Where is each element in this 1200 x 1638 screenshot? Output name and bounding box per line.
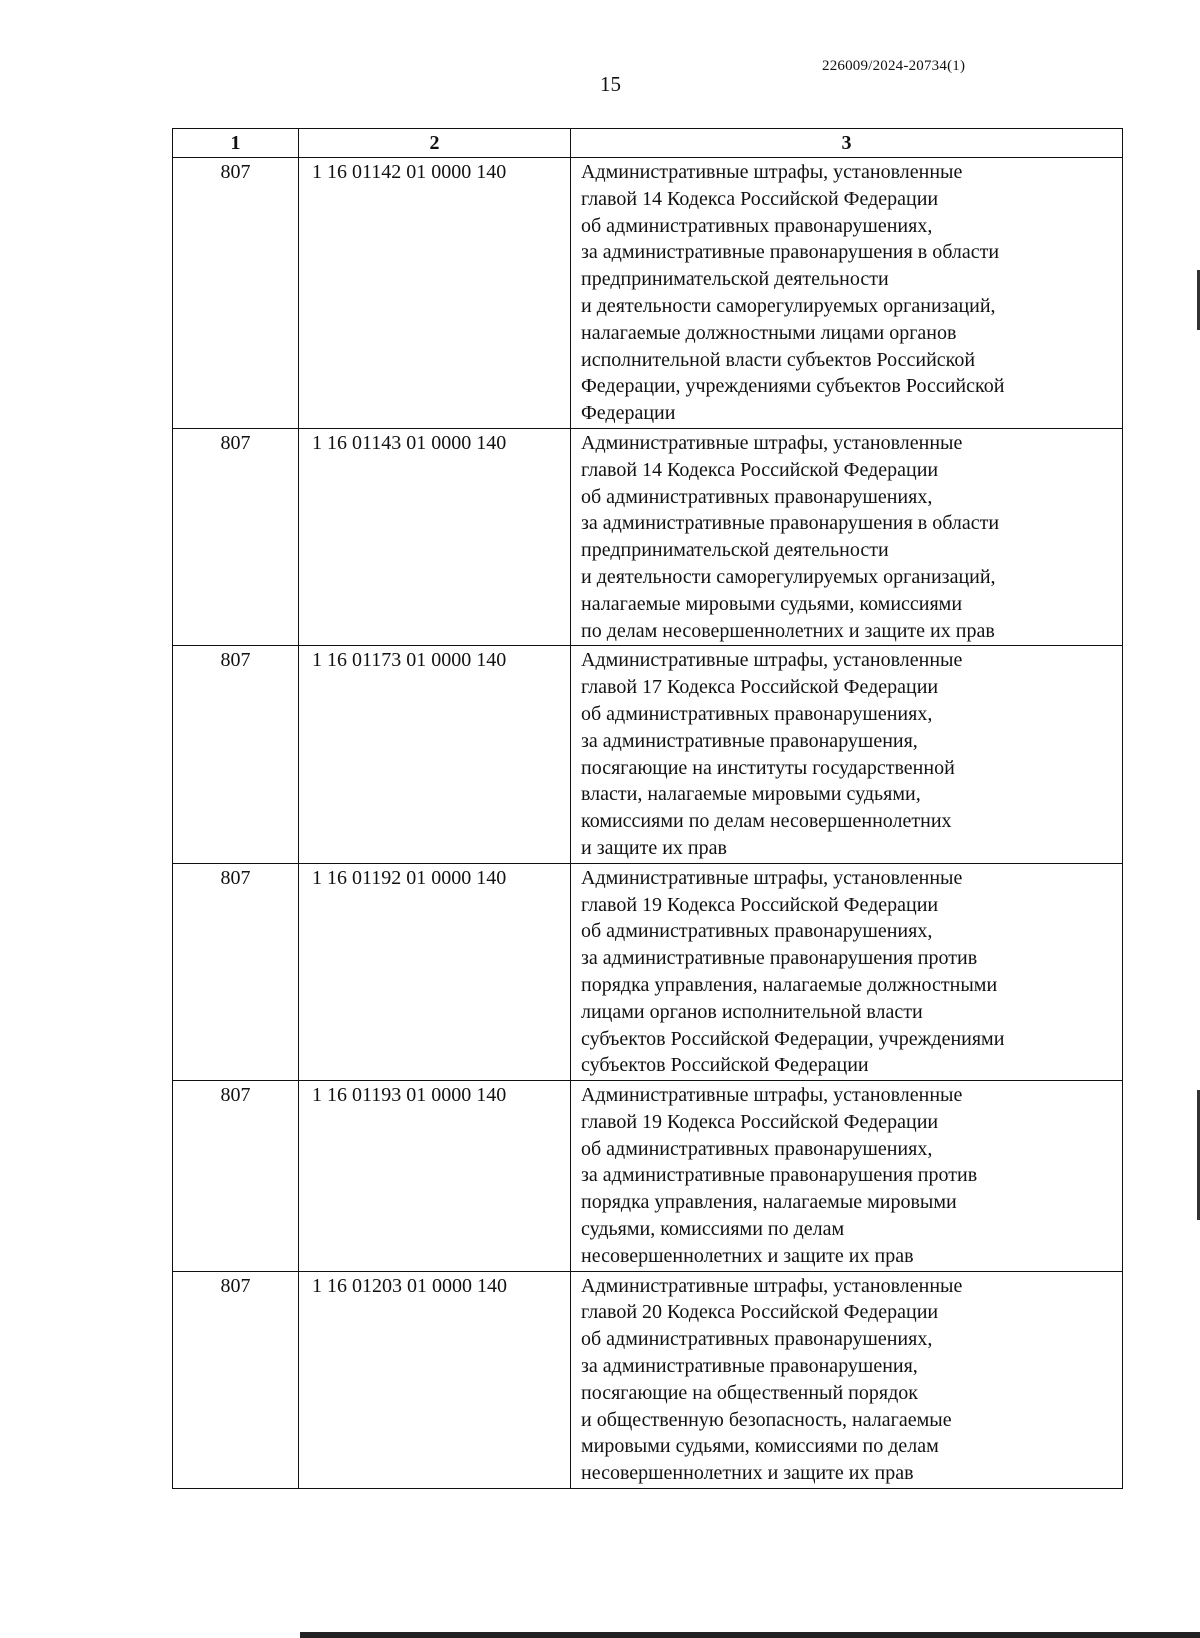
description-line: главой 19 Кодекса Российской Федерации [581,893,939,916]
document-id: 226009/2024-20734(1) [822,58,966,74]
description-line: об административных правонарушениях, [581,214,933,237]
revenue-codes-table [172,128,1123,1489]
kbk-code-cell: 1 16 01193 01 0000 140 [299,1081,571,1272]
kbk-code-cell: 1 16 01203 01 0000 140 [299,1271,571,1488]
description-line: налагаемые мировыми судьями, комиссиями [581,592,963,615]
description-line: судьями, комиссиями по делам [581,1218,845,1241]
admin-code-cell: 807 [173,1081,299,1272]
kbk-code-cell: 1 16 01173 01 0000 140 [299,646,571,863]
table-row [173,1271,1123,1488]
description-line: предпринимательской деятельности [581,539,889,562]
description-cell [571,646,1123,863]
description-line: главой 17 Кодекса Российской Федерации [581,676,939,699]
description-line: несовершеннолетних и защите их прав [581,1462,914,1485]
description-line: Административные штрафы, установленные [581,649,963,672]
description-line: Административные штрафы, установленные [581,1084,963,1107]
description-line: за административные правонарушения против [581,947,978,970]
admin-code-cell: 807 [173,863,299,1080]
table-row [173,863,1123,1080]
description-line: субъектов Российской Федерации [581,1054,869,1077]
description-line: главой 14 Кодекса Российской Федерации [581,458,939,481]
description-line: и деятельности саморегулируемых организаций, [581,565,996,588]
description-cell [571,863,1123,1080]
description-line: посягающие на институты государственной [581,756,955,779]
table-header [173,129,1123,158]
description-line: лицами органов исполнительной власти [581,1000,923,1023]
description-line: предпринимательской деятельности [581,268,889,291]
description-line: Федерации, учреждениями субъектов Российской [581,375,1005,398]
description-line: налагаемые должностными лицами органов [581,321,957,344]
admin-code-cell: 807 [173,428,299,645]
description-line: Административные штрафы, установленные [581,161,963,183]
description-line: Административные штрафы, установленные [581,1274,963,1297]
description-line: главой 14 Кодекса Российской Федерации [581,187,939,210]
table-row [173,646,1123,863]
description-line: власти, налагаемые мировыми судьями, [581,783,921,806]
description-line: об административных правонарушениях, [581,702,933,725]
description-line: об административных правонарушениях, [581,485,933,508]
description-cell [571,1271,1123,1488]
kbk-code-cell: 1 16 01192 01 0000 140 [299,863,571,1080]
description-line: несовершеннолетних и защите их прав [581,1244,914,1267]
description-line: об административных правонарушениях, [581,1328,933,1351]
column-header-2: 2 [299,129,571,158]
description-line: комиссиями по делам несовершеннолетних [581,810,952,833]
table-body [173,158,1123,1489]
description-line: по делам несовершеннолетних и защите их прав [581,619,995,642]
description-line: главой 19 Кодекса Российской Федерации [581,1110,939,1133]
description-line: об административных правонарушениях, [581,920,933,943]
description-line: посягающие на общественный порядок [581,1381,918,1404]
table-row [173,158,1123,429]
column-header-3: 3 [571,129,1123,158]
description-line: порядка управления, налагаемые мировыми [581,1191,957,1214]
description-line: и деятельности саморегулируемых организаций, [581,294,996,317]
description-line: субъектов Российской Федерации, учреждениями [581,1027,1005,1050]
description-line: за административные правонарушения, [581,729,918,752]
admin-code-cell: 807 [173,1271,299,1488]
table-row [173,1081,1123,1272]
description-line: мировыми судьями, комиссиями по делам [581,1435,939,1458]
description-line: исполнительной власти субъектов Российской [581,348,976,371]
kbk-code-cell: 1 16 01143 01 0000 140 [299,428,571,645]
description-line: за административные правонарушения против [581,1164,978,1187]
kbk-code-cell: 1 16 01142 01 0000 140 [299,158,571,429]
scan-bottom-edge [300,1632,1200,1638]
description-line: и защите их прав [581,836,727,859]
description-cell [571,428,1123,645]
admin-code-cell: 807 [173,646,299,863]
description-line: за административные правонарушения в области [581,512,1000,535]
description-line: за административные правонарушения в области [581,241,1000,264]
description-cell [571,1081,1123,1272]
page-number: 15 [600,72,621,96]
description-line: Административные штрафы, установленные [581,431,963,454]
admin-code-cell: 807 [173,158,299,429]
description-line: об административных правонарушениях, [581,1137,933,1160]
column-header-1: 1 [173,129,299,158]
description-line: Федерации [581,402,676,425]
description-line: порядка управления, налагаемые должностными [581,973,998,996]
description-cell [571,158,1123,429]
description-line: главой 20 Кодекса Российской Федерации [581,1301,939,1324]
description-line: и общественную безопасность, налагаемые [581,1408,952,1431]
table-row [173,428,1123,645]
table-header-row [173,129,1123,158]
description-line: Административные штрафы, установленные [581,866,963,889]
description-line: за административные правонарушения, [581,1355,918,1378]
